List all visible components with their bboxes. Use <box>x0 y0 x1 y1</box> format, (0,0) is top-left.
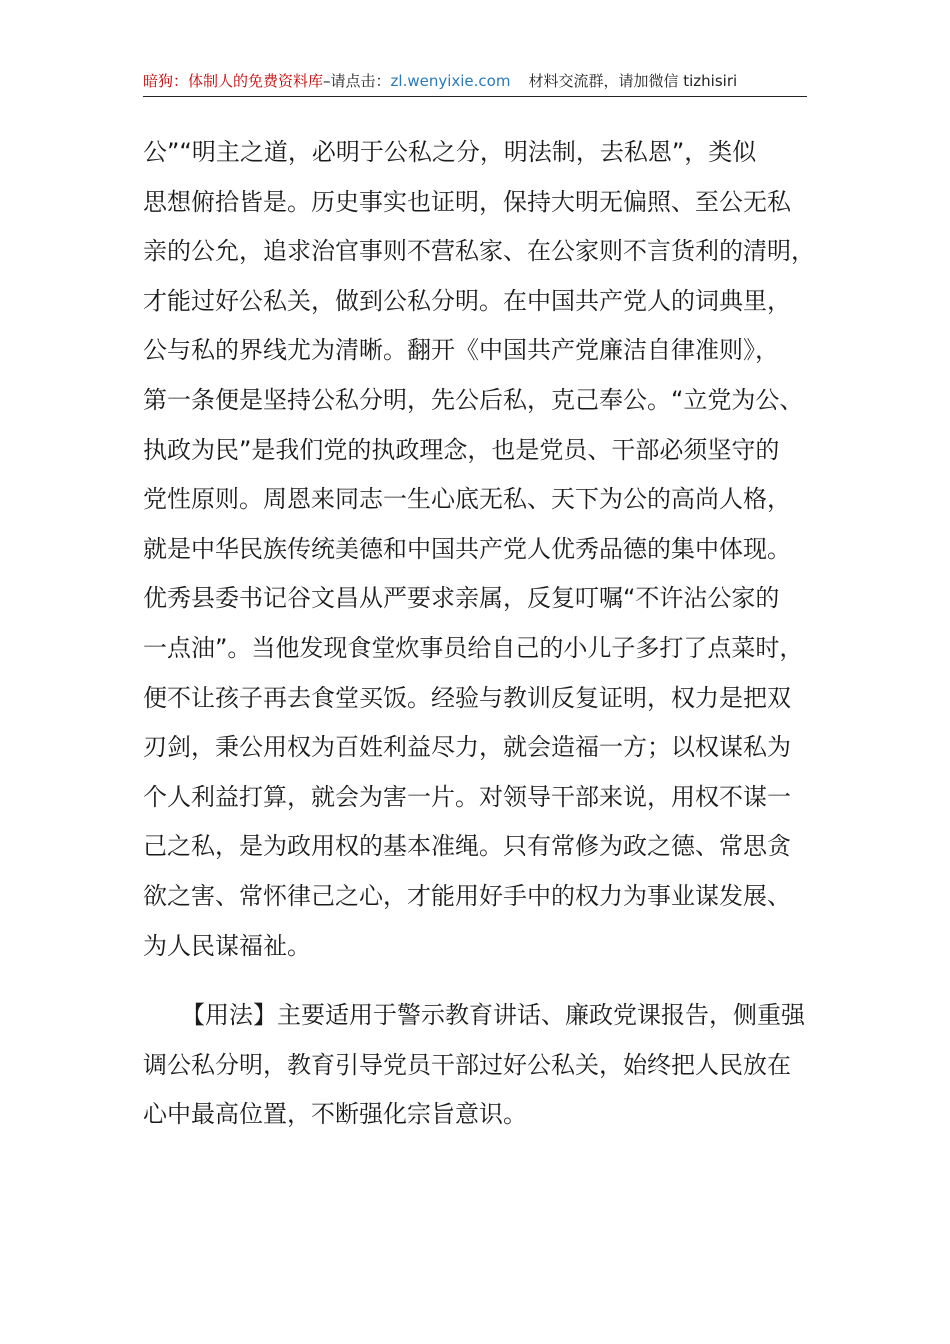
text-line: 第一条便是坚持公私分明，先公后私，克己奉公。“立党为公、 <box>143 385 804 414</box>
paragraph-gap <box>143 971 807 991</box>
text-line: 便不让孩子再去食堂买饭。经验与教训反复证明，权力是把双 <box>143 683 791 712</box>
header-link[interactable]: zl.wenyixie.com <box>390 72 511 90</box>
text-line: 党性原则。周恩来同志一生心底无私、天下为公的高尚人格， <box>143 485 791 514</box>
text-line: 个人利益打算，就会为害一片。对领导干部来说，用权不谋一 <box>143 782 791 811</box>
text-line: 一点油”。当他发现食堂炊事员给自己的小儿子多打了点菜时， <box>143 633 804 662</box>
text-line: 【用法】主要适用于警示教育讲话、廉政党课报告，侧重强 <box>181 1001 805 1030</box>
text-line: 就是中华民族传统美德和中国共产党人优秀品德的集中体现。 <box>143 534 791 563</box>
text-line: 优秀县委书记谷文昌从严要求亲属，反复叮嘱“不许沾公家的 <box>143 584 780 613</box>
text-line: 刃剑，秉公用权为百姓利益尽力，就会造福一方；以权谋私为 <box>143 733 791 762</box>
text-line: 公与私的界线尤为清晰。翻开《中国共产党廉洁自律准则》， <box>143 336 779 365</box>
text-line: 欲之害、常怀律己之心，才能用好手中的权力为事业谋发展、 <box>143 881 791 910</box>
header-brand: 暗狗：体制人的免费资料库 <box>143 72 324 90</box>
text-line: 为人民谋福祉。 <box>143 931 311 960</box>
text-line: 调公私分明，教育引导党员干部过好公私关，始终把人民放在 <box>143 1050 791 1079</box>
header-prompt: –请点击： <box>323 72 391 90</box>
paragraph-1 <box>143 128 815 971</box>
text-line: 公”“明主之道，必明于公私之分，明法制，去私恩”，类似 <box>143 138 757 166</box>
text-line: 己之私，是为政用权的基本准绳。只有常修为政之德、常思贪 <box>143 832 791 861</box>
text-line: 心中最高位置，不断强化宗旨意识。 <box>143 1100 527 1129</box>
page-header <box>143 70 807 97</box>
text-line: 执政为民”是我们党的执政理念，也是党员、干部必须坚守的 <box>143 435 780 464</box>
document-body <box>143 128 815 1140</box>
text-line: 思想俯拾皆是。历史事实也证明，保持大明无偏照、至公无私 <box>143 187 791 216</box>
text-line: 亲的公允，追求治官事则不营私家、在公家则不言货利的清明， <box>143 237 815 266</box>
text-line: 才能过好公私关，做到公私分明。在中国共产党人的词典里， <box>143 286 791 315</box>
header-group-info: 材料交流群，请加微信 tizhisiri <box>528 72 738 90</box>
paragraph-2 <box>143 991 807 1140</box>
